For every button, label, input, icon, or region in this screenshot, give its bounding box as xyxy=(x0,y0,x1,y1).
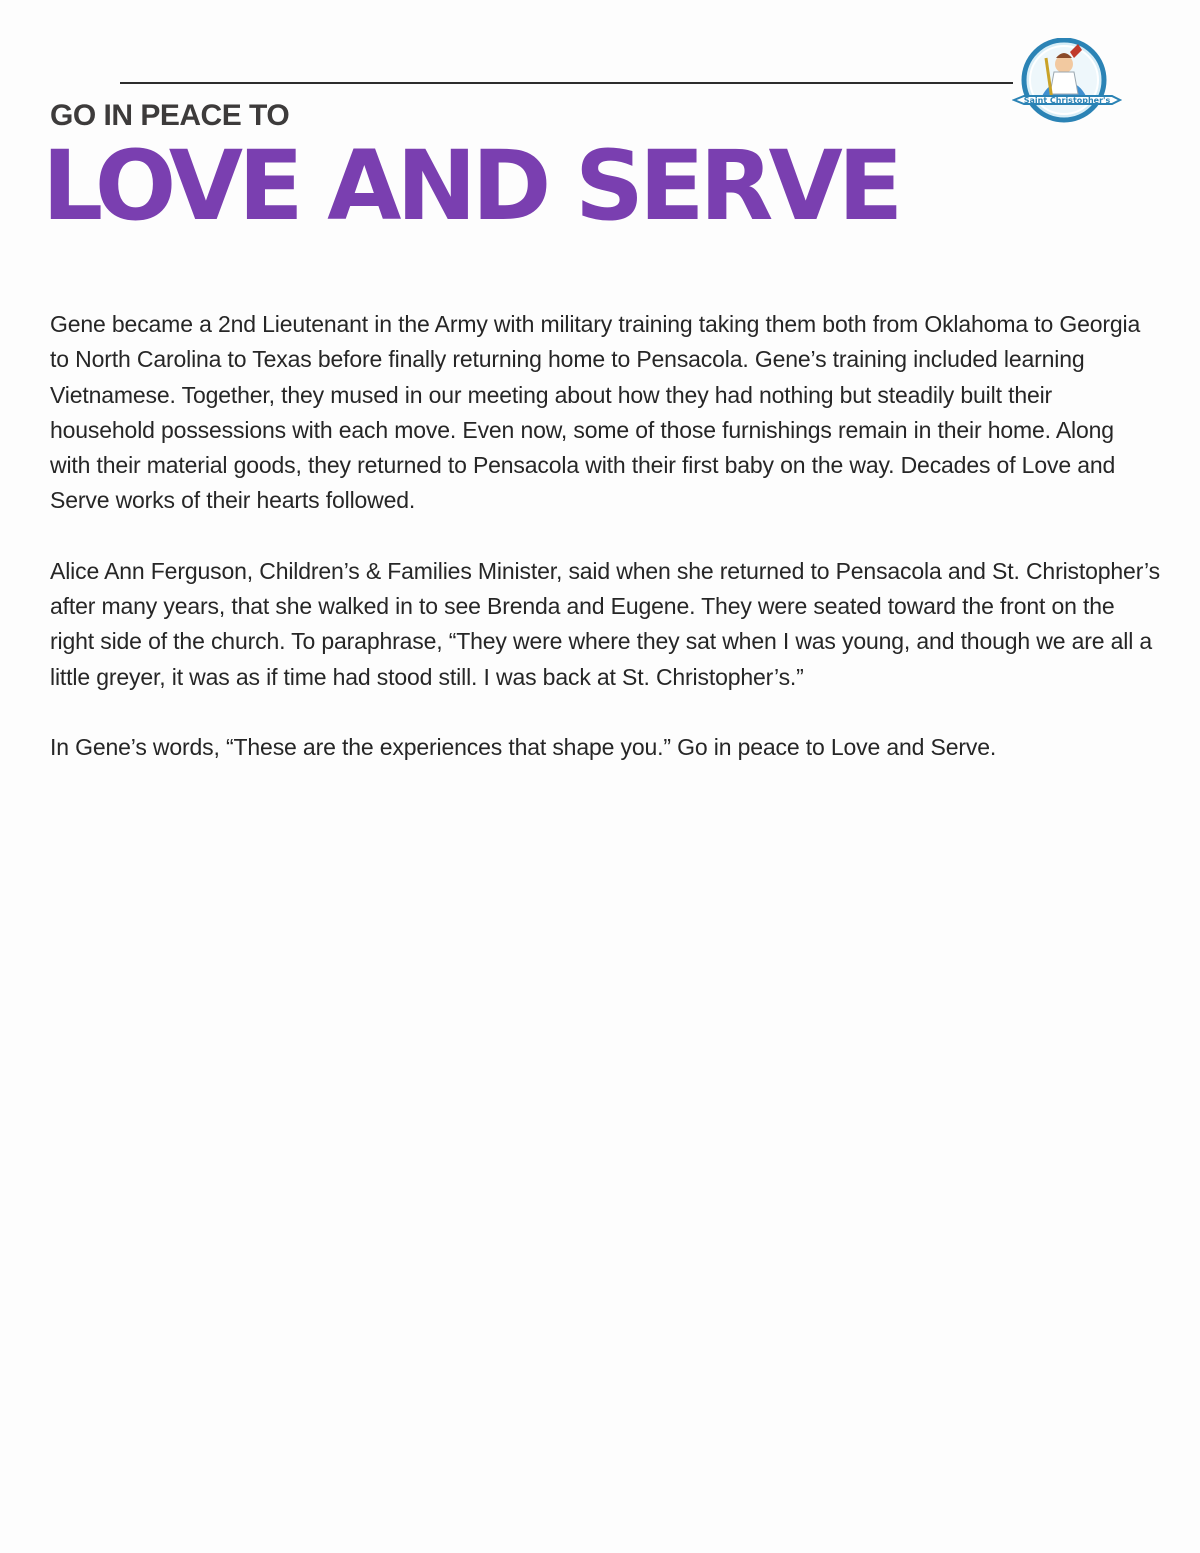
kicker-heading: GO IN PEACE TO xyxy=(50,99,290,132)
article-body xyxy=(50,307,1160,800)
saint-christophers-logo xyxy=(1012,38,1122,124)
paragraph-2: Alice Ann Ferguson, Children’s & Families Minister, said when she returned to Pensacola and St. Christopher’s after many years, that she walked in to see Brenda and Eugene. They were seated toward the front on the right side of the church. To paraphrase, “They were where they sat when I was young, and though we are all a little greyer, it was as if time had stood still. I was back at St. Christopher’s.” xyxy=(50,557,1160,690)
page-title: LOVE AND SERVE xyxy=(42,130,899,242)
header-divider-line xyxy=(120,82,1013,84)
paragraph-3: In Gene’s words, “These are the experiences that shape you.” Go in peace to Love and Serve. xyxy=(50,733,997,760)
logo-wordmark: Saint Christopher's xyxy=(1023,96,1111,105)
paragraph-1: Gene became a 2nd Lieutenant in the Army with military training taking them both from Oklahoma to Georgia to North Carolina to Texas before finally returning home to Pensacola. Gene’s training included learning Vietnamese. Together, they mused in our meeting about how they had nothing but steadily built their household possessions with each move. Even now, some of those furnishings remain in their home. Along with their material goods, they returned to Pensacola with their first baby on the way. Decades of Love and Serve works of their hearts followed. xyxy=(50,311,1141,514)
